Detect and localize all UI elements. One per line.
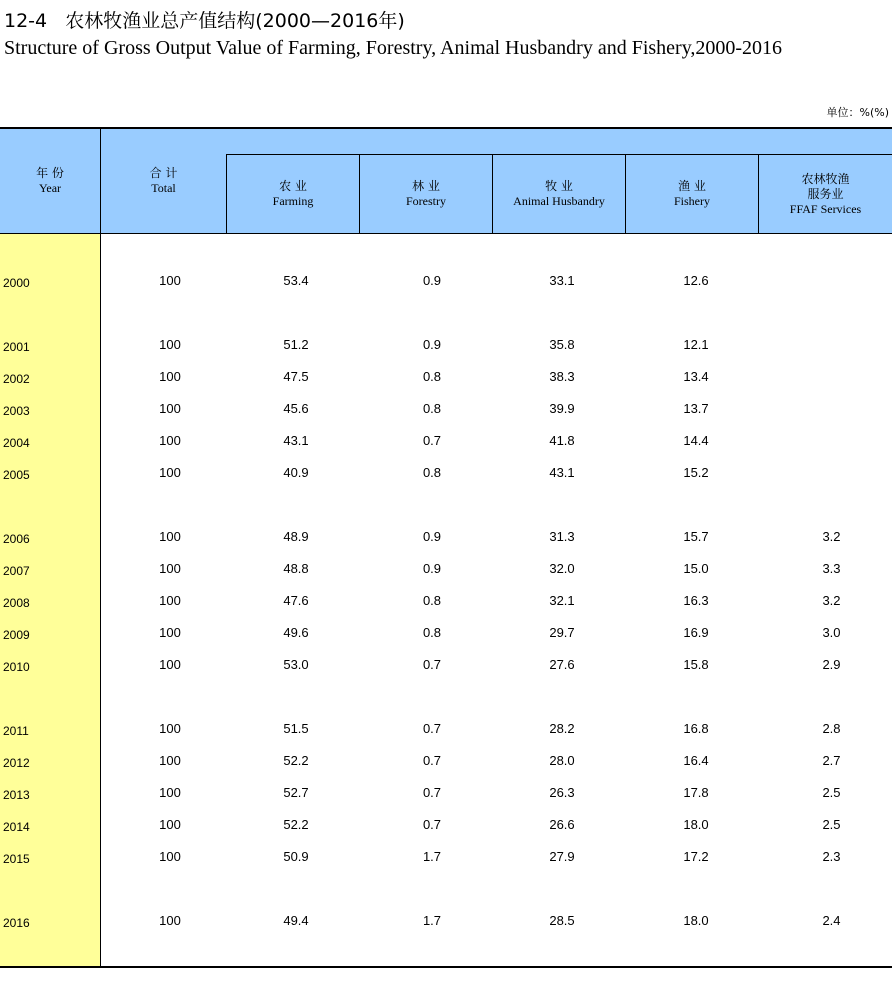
row-year: 2006 [3, 532, 30, 546]
cell-fishery: 17.8 [683, 785, 709, 800]
cell-animal: 28.0 [549, 753, 575, 768]
cell-forestry: 0.9 [422, 529, 442, 544]
row-year: 2013 [3, 788, 30, 802]
cell-total: 100 [159, 849, 181, 864]
header-fishery-zh: 渔 业 [678, 179, 706, 193]
cell-animal: 28.5 [549, 913, 575, 928]
cell-farming: 49.4 [283, 913, 309, 928]
cell-animal: 29.7 [549, 625, 575, 640]
row-year: 2003 [3, 404, 30, 418]
cell-forestry: 0.8 [422, 593, 442, 608]
cell-animal: 26.6 [549, 817, 575, 832]
cell-forestry: 0.7 [422, 753, 442, 768]
cell-ffaf: 2.3 [822, 849, 841, 864]
cell-fishery: 12.1 [683, 337, 709, 352]
table-title-zh [4, 6, 405, 33]
cell-animal: 32.1 [549, 593, 575, 608]
cell-forestry: 0.9 [422, 561, 442, 576]
row-year: 2010 [3, 660, 30, 674]
cell-forestry: 0.8 [422, 465, 442, 480]
cell-farming: 45.6 [283, 401, 309, 416]
cell-total: 100 [159, 753, 181, 768]
cell-total: 100 [159, 529, 181, 544]
cell-total: 100 [159, 337, 181, 352]
cell-fishery: 15.0 [683, 561, 709, 576]
header-year [0, 129, 100, 233]
row-year: 2002 [3, 372, 30, 386]
row-year: 2000 [3, 276, 30, 290]
row-year: 2014 [3, 820, 30, 834]
cell-fishery: 15.2 [683, 465, 709, 480]
cell-fishery: 13.4 [683, 369, 709, 384]
row-year: 2001 [3, 340, 30, 354]
cell-forestry: 0.8 [422, 369, 442, 384]
cell-fishery: 18.0 [683, 913, 709, 928]
header-animal-en: Animal Husbandry [513, 194, 605, 208]
cell-fishery: 15.7 [683, 529, 709, 544]
cell-forestry: 0.7 [422, 817, 442, 832]
cell-ffaf: 2.4 [822, 913, 841, 928]
cell-ffaf: 3.3 [822, 561, 841, 576]
row-year: 2004 [3, 436, 30, 450]
header-forestry-zh: 林 业 [412, 179, 440, 193]
cell-fishery: 15.8 [683, 657, 709, 672]
cell-animal: 27.6 [549, 657, 575, 672]
cell-farming: 47.6 [283, 593, 309, 608]
cell-total: 100 [159, 721, 181, 736]
cell-total: 100 [159, 913, 181, 928]
cell-farming: 53.0 [283, 657, 309, 672]
header-ffaf-zh2: 服务业 [807, 186, 844, 201]
header-animal-zh: 牧 业 [545, 179, 573, 193]
cell-farming: 43.1 [283, 433, 309, 448]
table-title-zh-text: 农林牧渔业总产值结构(2000—2016年) [65, 10, 405, 32]
cell-fishery: 16.8 [683, 721, 709, 736]
cell-fishery: 14.4 [683, 433, 709, 448]
cell-fishery: 18.0 [683, 817, 709, 832]
cell-farming: 52.2 [283, 753, 309, 768]
cell-total: 100 [159, 465, 181, 480]
cell-farming: 48.8 [283, 561, 309, 576]
header-farming [227, 155, 359, 233]
cell-farming: 48.9 [283, 529, 309, 544]
cell-forestry: 0.7 [422, 721, 442, 736]
header-forestry [360, 155, 492, 233]
cell-animal: 26.3 [549, 785, 575, 800]
cell-forestry: 0.9 [422, 337, 442, 352]
header-year-en: Year [38, 181, 62, 195]
header-animal-husbandry [493, 155, 625, 233]
cell-farming: 51.2 [283, 337, 309, 352]
cell-forestry: 0.8 [422, 401, 442, 416]
header-ffaf-en: FFAF Services [789, 201, 862, 216]
cell-fishery: 16.3 [683, 593, 709, 608]
cell-fishery: 17.2 [683, 849, 709, 864]
cell-animal: 33.1 [549, 273, 575, 288]
cell-ffaf: 3.2 [822, 593, 841, 608]
cell-forestry: 0.7 [422, 785, 442, 800]
cell-animal: 28.2 [549, 721, 575, 736]
cell-farming: 50.9 [283, 849, 309, 864]
cell-farming: 53.4 [283, 273, 309, 288]
cell-animal: 35.8 [549, 337, 575, 352]
header-total [101, 129, 226, 233]
cell-total: 100 [159, 369, 181, 384]
row-year: 2015 [3, 852, 30, 866]
cell-total: 100 [159, 785, 181, 800]
cell-ffaf: 3.0 [822, 625, 841, 640]
cell-ffaf: 2.5 [822, 817, 841, 832]
cell-fishery: 13.7 [683, 401, 709, 416]
cell-farming: 52.2 [283, 817, 309, 832]
cell-forestry: 1.7 [422, 913, 442, 928]
cell-farming: 52.7 [283, 785, 309, 800]
cell-farming: 40.9 [283, 465, 309, 480]
cell-ffaf: 3.2 [822, 529, 841, 544]
header-ffaf-zh1: 农林牧渔 [801, 171, 850, 186]
cell-forestry: 0.8 [422, 625, 442, 640]
header-ffaf-services [759, 155, 892, 233]
cell-total: 100 [159, 625, 181, 640]
cell-total: 100 [159, 657, 181, 672]
cell-fishery: 12.6 [683, 273, 709, 288]
cell-total: 100 [159, 273, 181, 288]
cell-fishery: 16.9 [683, 625, 709, 640]
cell-animal: 39.9 [549, 401, 575, 416]
cell-total: 100 [159, 401, 181, 416]
cell-forestry: 0.9 [422, 273, 442, 288]
header-forestry-en: Forestry [406, 194, 446, 208]
cell-animal: 38.3 [549, 369, 575, 384]
header-total-zh: 合 计 [149, 166, 178, 180]
cell-total: 100 [159, 817, 181, 832]
year-column-divider [100, 129, 101, 967]
table-title-en: Structure of Gross Output Value of Farming, Forestry, Animal Husbandry and Fishery,2000-2016 [4, 37, 783, 59]
header-farming-zh: 农 业 [279, 179, 307, 193]
row-year: 2016 [3, 916, 30, 930]
row-year: 2009 [3, 628, 30, 642]
row-year: 2007 [3, 564, 30, 578]
cell-forestry: 1.7 [422, 849, 442, 864]
header-total-en: Total [151, 181, 176, 195]
cell-farming: 47.5 [283, 369, 309, 384]
cell-animal: 27.9 [549, 849, 575, 864]
cell-animal: 31.3 [549, 529, 575, 544]
cell-fishery: 16.4 [683, 753, 709, 768]
row-year: 2005 [3, 468, 30, 482]
row-year: 2011 [3, 724, 29, 738]
cell-forestry: 0.7 [422, 433, 442, 448]
cell-animal: 41.8 [549, 433, 575, 448]
header-fishery-en: Fishery [674, 194, 710, 208]
header-farming-en: Farming [272, 194, 314, 208]
cell-total: 100 [159, 433, 181, 448]
cell-ffaf: 2.7 [822, 753, 841, 768]
cell-ffaf: 2.9 [822, 657, 841, 672]
cell-ffaf: 2.8 [822, 721, 841, 736]
table-number: 12-4 [4, 10, 48, 32]
cell-animal: 32.0 [549, 561, 575, 576]
header-year-zh: 年 份 [36, 166, 64, 180]
cell-ffaf: 2.5 [822, 785, 841, 800]
cell-animal: 43.1 [549, 465, 575, 480]
cell-forestry: 0.7 [422, 657, 442, 672]
cell-total: 100 [159, 561, 181, 576]
row-year: 2008 [3, 596, 30, 610]
cell-farming: 51.5 [283, 721, 309, 736]
row-year: 2012 [3, 756, 30, 770]
unit-label: 单位：%(%) [826, 106, 889, 119]
cell-total: 100 [159, 593, 181, 608]
header-fishery [626, 155, 758, 233]
cell-farming: 49.6 [283, 625, 309, 640]
bottom-rule [0, 966, 892, 968]
